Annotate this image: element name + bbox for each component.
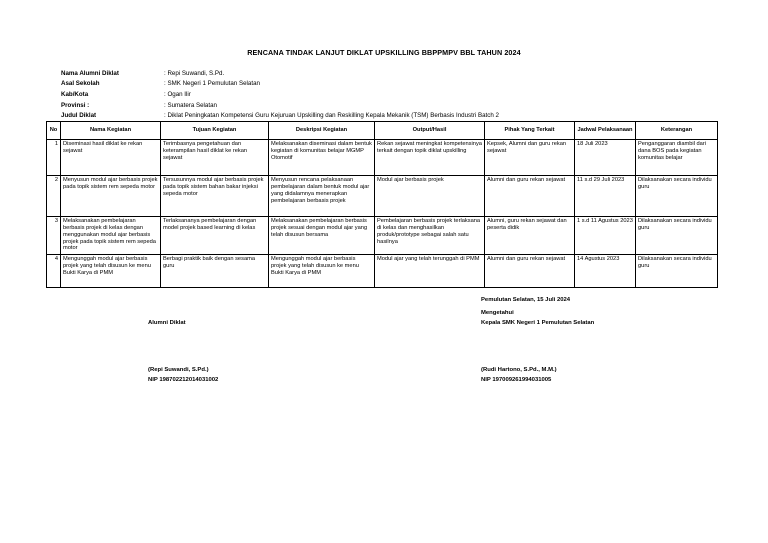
cell-jadwal: 1 s.d 11 Agustus 2023 — [575, 217, 636, 255]
col-header-deskripsi: Deskripsi Kegiatan — [269, 122, 375, 140]
col-header-output: Output/Hasil — [375, 122, 485, 140]
cell-deskripsi: Mengunggah modul ajar berbasis projek yang telah disusun ke menu Bukti Karya di PMM — [269, 255, 375, 288]
meta-row-training — [61, 110, 499, 121]
left-signer-title: Alumni Diklat — [148, 320, 186, 326]
cell-jadwal: 18 Juli 2023 — [575, 140, 636, 176]
cell-pihak: Alumni, guru rekan sejawat dan peserta didik — [485, 217, 575, 255]
cell-tujuan: Terlaksananya pembelajaran dengan model projek based learning di kelas — [161, 217, 269, 255]
meta-value: : Repi Suwandi, S.Pd. — [164, 69, 225, 77]
place-date: Pemulutan Selatan, 15 Juli 2024 — [481, 297, 571, 303]
meta-label: Kab/Kota — [61, 90, 89, 98]
cell-no: 2 — [47, 176, 61, 217]
cell-nama: Melaksanakan pembelajaran berbasis projek di kelas dengan menggunakan modul ajar berbasis projek pada topik sistem rem sepeda motor — [61, 217, 161, 255]
cell-nama: Menyusun modul ajar berbasis projek pada topik sistem rem sepeda motor — [61, 176, 161, 217]
mengetahui-label: Mengetahui — [481, 310, 514, 316]
cell-deskripsi: Melaksanakan pembelajaran berbasis projek sesuai dengan modul ajar yang telah disusun bersama — [269, 217, 375, 255]
meta-value: : Sumatera Selatan — [164, 101, 217, 109]
table-row — [47, 176, 718, 217]
cell-keterangan: Dilaksanakan secara individu guru — [636, 176, 718, 217]
left-signer-nip: NIP 198702212014031002 — [148, 377, 219, 383]
cell-keterangan: Dilaksanakan secara individu guru — [636, 217, 718, 255]
cell-deskripsi: Melaksanakan diseminasi dalam bentuk kegiatan di komunitas belajar MGMP Otomotif — [269, 140, 375, 176]
right-signer-name: (Rudi Hartono, S.Pd., M.M.) — [481, 367, 557, 373]
meta-label: Asal Sekolah — [61, 80, 100, 88]
col-header-nama: Nama Kegiatan — [61, 122, 161, 140]
col-header-pihak: Pihak Yang Terkait — [485, 122, 575, 140]
cell-tujuan: Tersusunnya modul ajar berbasis projek pada topik sistem bahan bakar injeksi sepeda motor — [161, 176, 269, 217]
col-header-no: No — [47, 122, 61, 140]
meta-label: Provinsi : — [61, 101, 90, 109]
action-plan-table — [46, 121, 718, 288]
meta-row-name — [61, 68, 499, 79]
col-header-tujuan: Tujuan Kegiatan — [161, 122, 269, 140]
table-header-row — [47, 122, 718, 140]
cell-tujuan: Berbagi praktik baik dengan sesama guru — [161, 255, 269, 288]
document-title: RENCANA TINDAK LANJUT DIKLAT UPSKILLING BBPPMPV BBL TAHUN 2024 — [247, 48, 521, 57]
cell-keterangan: Dilaksanakan secara individu guru — [636, 255, 718, 288]
meta-value: : SMK Negeri 1 Pemulutan Selatan — [164, 80, 260, 88]
meta-row-school — [61, 79, 499, 90]
participant-info — [61, 68, 499, 121]
cell-output: Rekan sejawat meningkat kompetensinya terkait dengan topik diklat upskilling — [375, 140, 485, 176]
cell-nama: Mengunggah modul ajar berbasis projek yang telah disusun ke menu Bukti Karya di PMM — [61, 255, 161, 288]
right-signer-nip: NIP 197009261994031005 — [481, 377, 552, 383]
cell-jadwal: 11 s.d 29 Juli 2023 — [575, 176, 636, 217]
cell-pihak: Alumni dan guru rekan sejawat — [485, 176, 575, 217]
cell-jadwal: 14 Agustus 2023 — [575, 255, 636, 288]
cell-no: 3 — [47, 217, 61, 255]
cell-no: 4 — [47, 255, 61, 288]
cell-deskripsi: Menyusun rencana pelaksanaan pembelajaran dalam bentuk modul ajar yang didalamnya menerapkan pembelajaran berbasis projek — [269, 176, 375, 217]
meta-label: Judul Diklat — [61, 112, 97, 120]
left-signer-name: (Repi Suwandi, S.Pd.) — [148, 367, 209, 373]
cell-pihak: Alumni dan guru rekan sejawat — [485, 255, 575, 288]
right-signer-title: Kepala SMK Negeri 1 Pemulutan Selatan — [481, 320, 595, 326]
meta-value: : Diklat Peningkatan Kompetensi Guru Kejuruan Upskilling dan Reskilling Kepala Mekanik (TSM) Berbasis Industri Batch 2 — [164, 112, 499, 120]
table-row — [47, 140, 718, 176]
meta-row-province — [61, 100, 499, 111]
table-row — [47, 217, 718, 255]
cell-nama: Diseminasi hasil diklat ke rekan sejawat — [61, 140, 161, 176]
cell-tujuan: Terimbasnya pengetahuan dan keterampilan hasil diklat ke rekan sejawat — [161, 140, 269, 176]
cell-output: Modul ajar berbasis projek — [375, 176, 485, 217]
cell-no: 1 — [47, 140, 61, 176]
cell-output: Pembelajaran berbasis projek terlaksana di kelas dan menghasilkan produk/prototype sebagai salah satu hasilnya — [375, 217, 485, 255]
meta-value: : Ogan Ilir — [164, 90, 191, 98]
cell-output: Modul ajar yang telah terunggah di PMM — [375, 255, 485, 288]
meta-row-regency — [61, 89, 499, 100]
cell-keterangan: Penganggaran diambil dari dana BOS pada kegiatan komunitas belajar — [636, 140, 718, 176]
meta-label: Nama Alumni Diklat — [61, 69, 119, 77]
col-header-jadwal: Jadwal Pelaksanaan — [575, 122, 636, 140]
table-row — [47, 255, 718, 288]
cell-pihak: Kepsek, Alumni dan guru rekan sejawat — [485, 140, 575, 176]
col-header-keterangan: Keterangan — [636, 122, 718, 140]
